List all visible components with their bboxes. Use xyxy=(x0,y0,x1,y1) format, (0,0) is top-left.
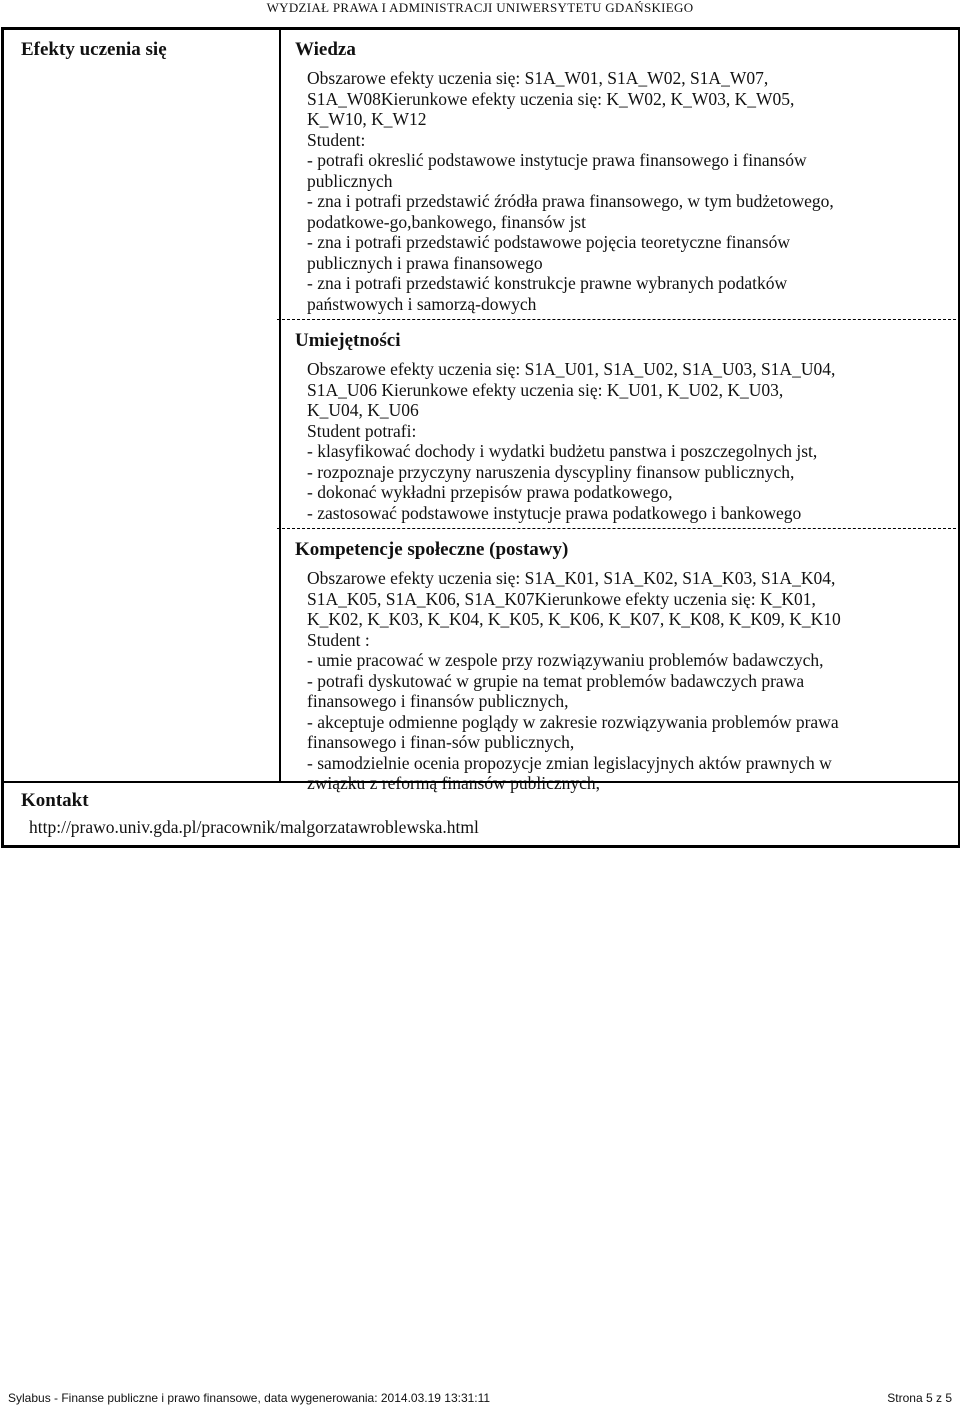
page-footer xyxy=(8,1391,952,1407)
text-line: Student : xyxy=(307,629,370,650)
section-heading: Wiedza xyxy=(295,39,356,60)
text-line: Obszarowe efekty uczenia się: S1A_K01, S1A_K02, S1A_K03, S1A_K04, xyxy=(307,568,836,588)
text-line: - zna i potrafi przedstawić podstawowe pojęcia teoretyczne finansów xyxy=(307,232,790,252)
contact-link[interactable]: http://prawo.univ.gda.pl/pracownik/malgorzatawroblewska.html xyxy=(29,817,479,837)
text-line: - zna i potrafi przedstawić źródła prawa finansowego, w tym budżetowego, xyxy=(307,191,834,211)
text-line: K_W10, K_W12 xyxy=(307,109,427,129)
section-body xyxy=(295,568,960,794)
section-separator xyxy=(277,528,956,529)
section-separator xyxy=(277,319,956,320)
syllabus-table xyxy=(1,27,960,848)
text-line: finansowego i finan-sów publicznych, xyxy=(307,732,575,752)
effects-content xyxy=(295,39,960,794)
text-line: Student: xyxy=(307,129,366,150)
text-line: - zna i potrafi przedstawić konstrukcje prawne wybranych podatków xyxy=(307,273,788,293)
page-header: WYDZIAŁ PRAWA I ADMINISTRACJI UNIWERSYTETU GDAŃSKIEGO xyxy=(266,0,694,15)
section-heading: Kompetencje społeczne (postawy) xyxy=(295,539,569,560)
text-line: K_U04, K_U06 xyxy=(307,400,419,420)
section-heading: Umiejętności xyxy=(295,330,401,351)
text-line: - potrafi okreslić podstawowe instytucje prawa finansowego i finansów xyxy=(307,150,807,170)
text-line: związku z reformą finansów publicznych, xyxy=(307,773,601,793)
section-social-competences xyxy=(295,539,960,794)
text-line: Obszarowe efekty uczenia się: S1A_U01, S1A_U02, S1A_U03, S1A_U04, xyxy=(307,359,836,379)
text-line: finansowego i finansów publicznych, xyxy=(307,691,569,711)
text-line: - zastosować podstawowe instytucje prawa podatkowego i bankowego xyxy=(307,502,802,523)
text-line: Obszarowe efekty uczenia się: S1A_W01, S1A_W02, S1A_W07, xyxy=(307,68,769,88)
text-line: - rozpoznaje przyczyny naruszenia dyscypliny finansow publicznych, xyxy=(307,461,795,482)
text-line: S1A_U06 Kierunkowe efekty uczenia się: K_U01, K_U02, K_U03, xyxy=(307,379,784,400)
text-line: - dokonać wykładni przepisów prawa podatkowego, xyxy=(307,482,673,502)
text-line: - klasyfikować dochody i wydatki budżetu panstwa i poszczegolnych jst, xyxy=(307,441,818,461)
text-line: - samodzielnie ocenia propozycje zmian legislacyjnych aktów prawnych w xyxy=(307,752,832,773)
text-line: publicznych i prawa finansowego xyxy=(307,252,543,273)
column-divider xyxy=(279,30,281,781)
row-divider xyxy=(4,781,958,783)
section-skills xyxy=(295,330,960,523)
text-line: K_K02, K_K03, K_K04, K_K05, K_K06, K_K07, K_K08, K_K09, K_K10 xyxy=(307,609,841,629)
text-line: S1A_W08Kierunkowe efekty uczenia się: K_W02, K_W03, K_W05, xyxy=(307,88,795,109)
section-body xyxy=(295,359,960,523)
text-line: Student potrafi: xyxy=(307,420,417,441)
section-body xyxy=(295,68,960,314)
section-knowledge xyxy=(295,39,960,314)
footer-generated-info: Sylabus - Finanse publiczne i prawo finansowe, data wygenerowania: 2014.03.19 13:31:11 xyxy=(8,1391,491,1405)
text-line: S1A_K05, S1A_K06, S1A_K07Kierunkowe efekty uczenia się: K_K01, xyxy=(307,588,816,609)
effects-label: Efekty uczenia się xyxy=(21,39,167,60)
text-line: - akceptuje odmienne poglądy w zakresie rozwiązywania problemów prawa xyxy=(307,711,839,732)
text-line: - potrafi dyskutować w grupie na temat problemów badawczych prawa xyxy=(307,670,805,691)
text-line: publicznych xyxy=(307,170,393,191)
page-number: Strona 5 z 5 xyxy=(887,1391,952,1405)
contact-label: Kontakt xyxy=(21,790,89,811)
text-line: państwowych i samorzą-dowych xyxy=(307,293,537,314)
text-line: podatkowe-go,bankowego, finansów jst xyxy=(307,211,586,232)
text-line: - umie pracować w zespole przy rozwiązywaniu problemów badawczych, xyxy=(307,650,824,670)
